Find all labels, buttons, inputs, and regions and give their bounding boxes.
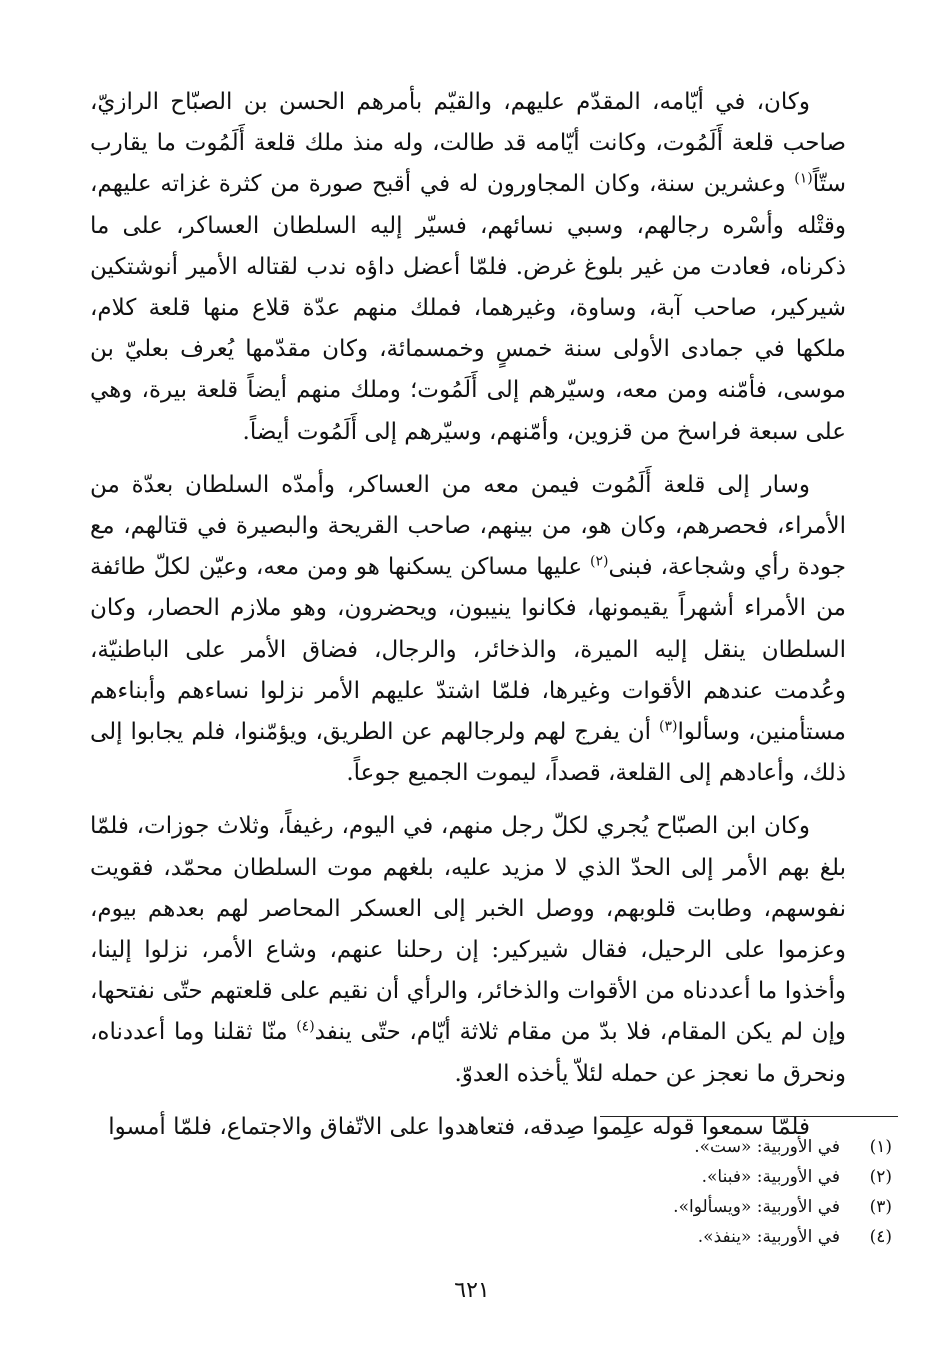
text-run: وسار إلى قلعة أَلَمُوت فيمن معه من العساكر، وأمدّه السلطان بعدّة من الأمراء، فحصرهم، وكان هو، من بينهم، صاحب القريحة والبصيرة في قتالهم، مع جودة رأي وشجاعة، فبنى	[90, 471, 846, 581]
text-run: منّا ثقلنا وما أعددناه، ونحرق ما نعجز عن حمله لئلاّ يأخذه العدوّ.	[90, 1019, 846, 1087]
footnote	[472, 1222, 892, 1252]
footnote-text: في الأوربية: «ست».	[694, 1137, 840, 1157]
text-run: فلمّا سمعوا قوله علِموا صِدقه، فتعاهدوا على الاتّفاق والاجتماع، فلمّا أمسوا	[108, 1113, 810, 1140]
footnote-reference: (٤)	[296, 1018, 315, 1035]
paragraph	[90, 82, 846, 453]
footnote-reference: (١)	[794, 170, 813, 187]
text-run: أن يفرج لهم ولرجالهم عن الطريق، ويؤمّنوا، فلم يجابوا إلى ذلك، وأعادهم إلى القلعة، قصداً، ليموت الجميع جوعاً.	[90, 719, 846, 787]
page-number: ٦٢١	[454, 1278, 490, 1303]
footnote-number: (٣)	[869, 1197, 892, 1217]
footnote-text: في الأوربية: «ينفذ».	[697, 1227, 840, 1247]
footnote	[472, 1162, 892, 1192]
footnote-number: (٢)	[869, 1167, 892, 1187]
footnote	[472, 1132, 892, 1162]
footnote-number: (١)	[869, 1137, 892, 1157]
text-run: وكان ابن الصبّاح يُجري لكلّ رجل منهم، في اليوم، رغيفاً، وثلاث جوزات، فلمّا بلغ بهم الأمر إلى الحدّ الذي لا مزيد عليه، بلغهم موت السلطان محمّد، فقويت نفوسهم، وطابت قلوبهم، ووصل الخبر إلى العسكر المحاصر لهم بعدهم بيوم، وعزموا على الرحيل، فقال شيركير: إن رحلنا عنهم، وشاع الأمر، نزلوا إلينا، وأخذوا ما أعددناه من الأقوات والذخائر، والرأي أن نقيم على قلعتهم حتّى نفتحها، وإن لم يكن المقام، فلا بدّ من مقام ثلاثة أيّام، حتّى ينفد	[90, 813, 846, 1046]
paragraph	[90, 806, 846, 1094]
paragraph	[90, 465, 846, 795]
text-run: عليها مساكن يسكنها هو ومن معه، وعيّن لكلّ طائفة من الأمراء أشهراً يقيمونها، فكانوا ينيبون، ويحضرون، وهو ملازم الحصار، وكان السلطان ينقل إليه الميرة، والذخائر، والرجال، فضاق الأمر على الباطنيّة، وعُدمت عندهم الأقوات وغيرها، فلمّا اشتدّ عليهم الأمر نزلوا نساءهم وأبناءهم مستأمنين، وسألوا	[90, 554, 847, 746]
footnotes-list	[472, 1132, 892, 1252]
footnote-text: في الأوربية: «ويسألوا».	[673, 1197, 840, 1217]
footnote-number: (٤)	[869, 1227, 892, 1247]
text-run: وعشرين سنة، وكان المجاورون له في أقبح صورة من كثرة غزاته عليهم، وقتْله وأسْره رجالهم، وسبي نسائهم، فسيّر إليه السلطان العساكر، على ما ذكرناه، فعادت من غير بلوغ غرض. فلمّا أعضل داؤه ندب لقتاله الأمير أنوشتكين شيركير، صاحب آبة، وساوة، وغيرهما، فملك منهم عدّة قلاع منها قلعة كلام، ملكها في جمادى الأولى سنة خمسٍ وخمسمائة، وكان مقدّمها يُعرف بعليّ بن موسى، فأمّنه ومن معه، وسيّرهم إلى أَلَمُوت؛ وملك منهم أيضاً قلعة بيرة، وهي على سبعة فراسخ من قزوين، وأمّنهم، وسيّرهم إلى أَلَمُوت أيضاً.	[90, 171, 846, 445]
footnote-text: في الأوربية: «فبنا».	[701, 1167, 840, 1187]
footnote-reference: (٢)	[590, 553, 609, 570]
main-text	[90, 82, 846, 1148]
footnote-divider	[600, 1116, 898, 1117]
footnote	[472, 1192, 892, 1222]
text-run: وكان، في أيّامه، المقدّم عليهم، والقيّم بأمرهم الحسن بن الصبّاح الرازيّ، صاحب قلعة أَلَمُوت، وكانت أيّامه قد طالت، وله منذ ملك قلعة أَلَمُوت ما يقارب ستّاً	[90, 89, 846, 198]
footnote-reference: (٣)	[659, 718, 678, 735]
